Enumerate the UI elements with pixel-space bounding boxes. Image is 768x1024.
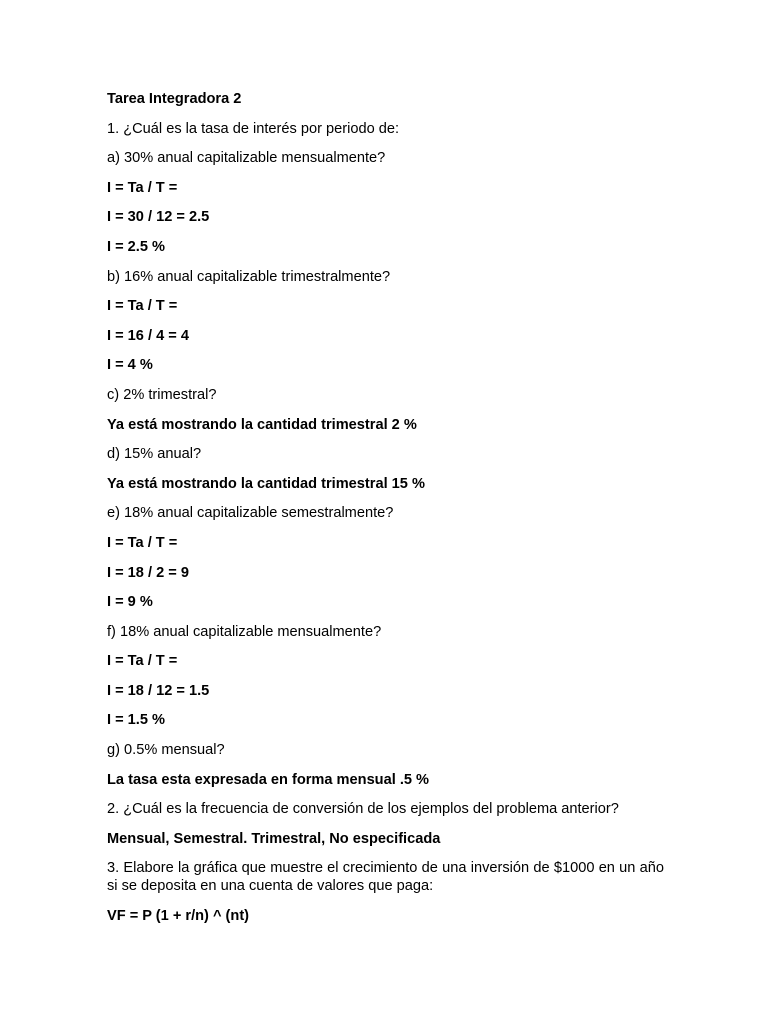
answer-line: I = Ta / T = [107, 653, 178, 670]
answer-line: I = 9 % [107, 594, 153, 611]
question-line: f) 18% anual capitalizable mensualmente? [107, 623, 382, 640]
answer-line: Ya está mostrando la cantidad trimestral 15 % [107, 475, 425, 492]
answer-line: Ya está mostrando la cantidad trimestral 2 % [107, 416, 417, 433]
question-line: a) 30% anual capitalizable mensualmente? [107, 150, 386, 167]
answer-line: I = 18 / 12 = 1.5 [107, 682, 210, 699]
question-line: 1. ¿Cuál es la tasa de interés por periodo de: [107, 120, 400, 137]
document-body [107, 120, 664, 925]
answer-line: I = 18 / 2 = 9 [107, 564, 189, 581]
question-line: d) 15% anual? [107, 446, 202, 463]
answer-line: I = Ta / T = [107, 179, 178, 196]
answer-line: Mensual, Semestral. Trimestral, No especificada [107, 830, 441, 847]
answer-line: I = 16 / 4 = 4 [107, 327, 189, 344]
question-line: 3. Elabore la gráfica que muestre el crecimiento de una inversión de $1000 en un año si se deposita en una cuenta de valores que paga: [107, 860, 664, 895]
answer-line: I = 4 % [107, 357, 153, 374]
answer-line: VF = P (1 + r/n) ^ (nt) [107, 908, 250, 925]
question-line: c) 2% trimestral? [107, 386, 217, 403]
question-line: b) 16% anual capitalizable trimestralmente? [107, 268, 391, 285]
answer-line: I = Ta / T = [107, 534, 178, 551]
question-line: 2. ¿Cuál es la frecuencia de conversión de los ejemplos del problema anterior? [107, 801, 619, 818]
answer-line: I = 1.5 % [107, 712, 166, 729]
question-line: e) 18% anual capitalizable semestralmente? [107, 505, 394, 522]
answer-line: I = 30 / 12 = 2.5 [107, 209, 210, 226]
answer-line: I = Ta / T = [107, 298, 178, 315]
answer-line: I = 2.5 % [107, 238, 166, 255]
document-title: Tarea Integradora 2 [107, 91, 242, 107]
question-line: g) 0.5% mensual? [107, 742, 225, 759]
answer-line: La tasa esta expresada en forma mensual .5 % [107, 771, 430, 788]
